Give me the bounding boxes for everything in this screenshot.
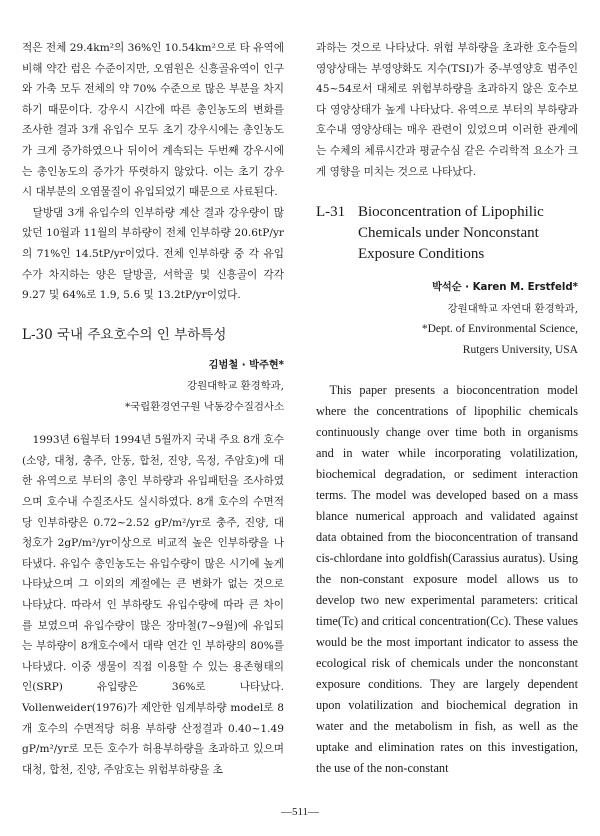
abstract-paragraph: 1993년 6월부터 1994년 5월까지 국내 주요 8개 호수(소양, 대청, 충주, 안동, 합천, 진양, 옥정, 주암호)에 대한 유역으로 부터의 총인 부하량과 유입패턴을 조사하였으며 호수내 수질조사도 실시하였다. 8개 호수의 수면적당 인부하량은 0.72~2.52 gP/m²/yr로 충주, 진양, 대청호가 2gP/m²/yr이상으로 비교적 높은 인부하량을 나타냈다. 유입수 총인농도는 유입수량이 많은 시기에 높게 나타났으며 그 이외의 계절에는 큰 변화가 없는 것으로 나타났다. 따라서 인 부하량도 유입수량에 따라 큰 차이를 보였으며 유입수량이 많은 장마철(7~9월)에 유입되는 부하량이 8개호수에서 대략 연간 인 부하량의 80%를 나타냈다. 이중 생물이 직접 이용할 수 있는 용존형태의 인(SRP) 유입량은 36%로 나타났다. Vollenweider(1976)가 제안한 임계부하량 model로 8개 호수의 수면적당 허용 부하량 산정결과 0.40~1.49 gP/m²/yr로 모든 호수가 허용부하량을 초과하고 있으며 대청, 합천, 진양, 주암호는 위험부하량을 초 xyxy=(22,434,284,776)
author-affiliation: Rutgers University, USA xyxy=(462,343,578,356)
page-number: —511— xyxy=(280,806,320,818)
author-names: 박석순 · Karen M. Erstfeld* xyxy=(432,282,578,294)
author-affiliation: 강원대학교 환경학과, xyxy=(187,380,284,393)
section-title: L-30 국내 주요호수의 인 부하특성 xyxy=(22,326,227,343)
section-title xyxy=(316,202,578,265)
author-block xyxy=(316,278,578,360)
author-block xyxy=(22,356,284,418)
author-names: 김범철 · 박주현* xyxy=(208,359,284,371)
author-affiliation: *Dept. of Environmental Science, xyxy=(421,323,578,336)
right-column xyxy=(316,38,578,779)
section-number: L-31 xyxy=(316,204,346,221)
left-column xyxy=(22,38,284,780)
body-paragraph: 적은 전체 29.4km²의 36%인 10.54km²으로 타 유역에 비해 약간 럼은 수준이지만, 오염원은 신흥골유역이 인구와 가축 모두 전체의 약 70% 수준으로 많은 부분을 차지하기 때문이다. 강우시 시간에 따른 총인농도의 변화를 조사한 결과 3개 유입수 모두 초기 강우시에는 총인농도가 크게 증가하였으나 뒤이어 계속되는 두번째 강우시에는 총인농도의 증가가 뚜렷하지 않았다. 이는 초기 강우시 대부분의 오염물질이 유입되었기 때문으로 사료된다. xyxy=(22,42,284,199)
section-title-text: Bioconcentration of Lipophilic Chemicals under Nonconstant Exposure Conditions xyxy=(358,204,544,263)
author-affiliation: *국립환경연구원 낙동강수질검사소 xyxy=(124,400,284,413)
body-paragraph: 과하는 것으로 나타났다. 위험 부하량을 초과한 호수들의 영양상태는 부영양화도 지수(TSI)가 중-부영양호 범주인 45~54로서 대체로 위험부하량을 초과하지 않은 호수보다 영양상태가 높게 나타났다. 유역으로 부터의 부하량과 호수내 영양상태는 매우 관련이 있었으며 이러한 관계에는 수체의 체류시간과 평균수심 같은 수리학적 요소가 크게 영향을 미치는 것으로 나타났다. xyxy=(316,42,578,178)
body-paragraph: 달방댐 3개 유입수의 인부하량 계산 결과 강우량이 많았던 10월과 11월의 부하량이 전체 인부하량 20.6tP/yr의 71%인 14.5tP/yr이었다. 전체 인부하량 중 각 유입수가 차지하는 양은 달방골, 서학골 및 신흥골이 각각 9.27 및 64%로 1.9, 5.6 및 13.2tP/yr이었다. xyxy=(22,206,284,302)
author-affiliation: 강원대학교 자연대 환경학과, xyxy=(447,302,578,315)
abstract-paragraph: This paper presents a bioconcentration model where the concentrations of lipophilic chemicals continuously change over time both in organisms and in water while incorporating volatilization, biochemical degradation, or sediment interaction terms. The model was developed based on a mass blance numerical approach and validated against data obtained from the bioconcentration of transand cis-chlordane into goldfish(Carassius auratus). Using the non-constant exposure model allows us to develop two new experimental parameters: critical time(Tc) and critical concentration(Cc). These values would be the most important indicator to assess the ecological risk of chemicals under the nonconstant exposure conditions. They are largely dependent upon volatilization and biochemical degration in water and the metabolism in fish, as well as the uptake and elimination rates on this investigation, the use of the non-constant xyxy=(316,383,578,776)
